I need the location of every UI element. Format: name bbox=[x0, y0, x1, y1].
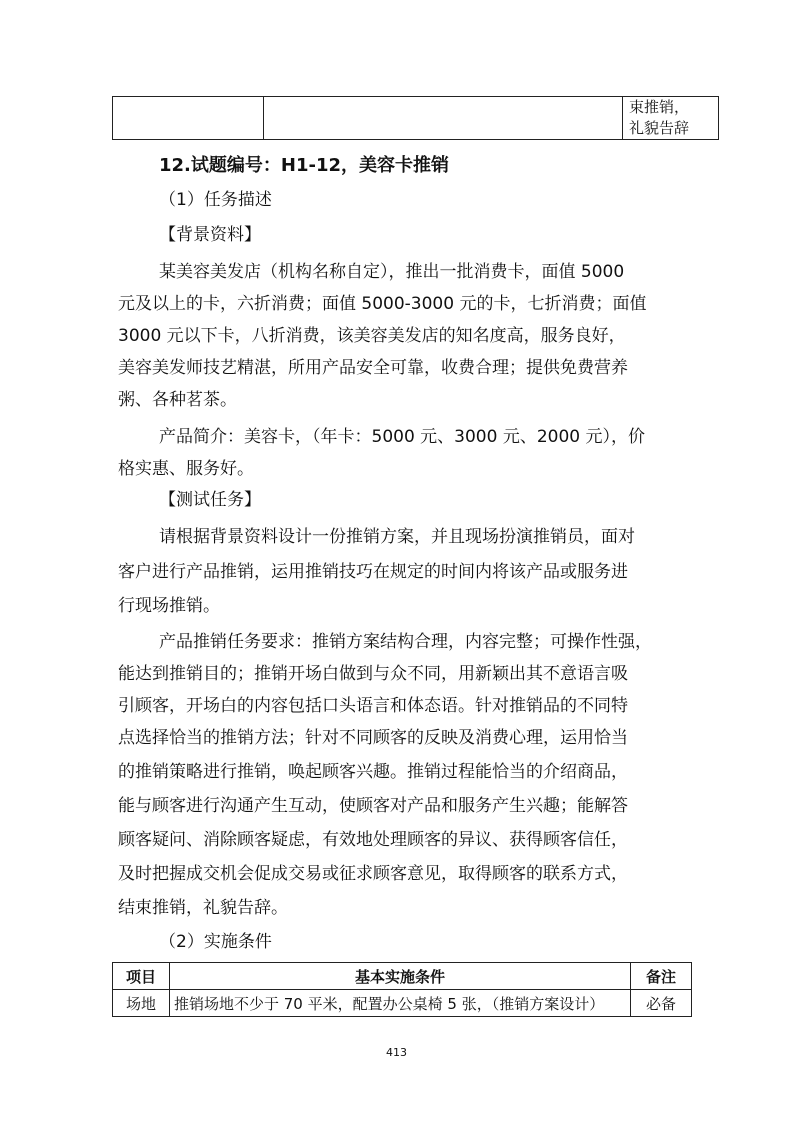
section-heading: 12.试题编号：H1-12，美容卡推销 bbox=[159, 155, 449, 176]
paragraph-line: 结束推销，礼貌告辞。 bbox=[118, 898, 288, 918]
table-cell: 必备 bbox=[631, 990, 692, 1017]
table-cell: 推销场地不少于 70 平米，配置办公桌椅 5 张，（推销方案设计） bbox=[170, 990, 631, 1017]
column-header-remarks: 备注 bbox=[631, 963, 692, 990]
paragraph-line: 能与顾客进行沟通产生互动，使顾客对产品和服务产生兴趣；能解答 bbox=[118, 796, 628, 816]
paragraph-line: 引顾客，开场白的内容包括口头语言和体态语。针对推销品的不同特 bbox=[118, 696, 628, 716]
conditions-table bbox=[112, 962, 692, 1017]
paragraph-line: 元及以上的卡，六折消费；面值 5000-3000 元的卡，七折消费；面值 bbox=[118, 294, 647, 314]
table-row bbox=[113, 97, 719, 140]
conditions-title: （2）实施条件 bbox=[159, 932, 272, 952]
remarks-cell bbox=[623, 97, 719, 140]
paragraph-line: 美容美发师技艺精湛，所用产品安全可靠，收费合理；提供免费营养 bbox=[118, 358, 628, 378]
column-header-conditions: 基本实施条件 bbox=[170, 963, 631, 990]
table-cell bbox=[264, 97, 623, 140]
paragraph-line: 3000 元以下卡，八折消费，该美容美发店的知名度高，服务良好， bbox=[118, 326, 626, 346]
paragraph-line: 产品推销任务要求：推销方案结构合理，内容完整；可操作性强， bbox=[159, 632, 652, 652]
continuation-table bbox=[112, 96, 719, 140]
task-description-title: （1）任务描述 bbox=[159, 190, 272, 210]
paragraph-line: 粥、各种茗茶。 bbox=[118, 390, 237, 410]
page-number: 413 bbox=[386, 1046, 407, 1059]
remarks-text: 束推销， bbox=[629, 98, 690, 116]
column-header-item: 项目 bbox=[113, 963, 170, 990]
table-row bbox=[113, 990, 692, 1017]
paragraph-line: 请根据背景资料设计一份推销方案，并且现场扮演推销员，面对 bbox=[159, 527, 635, 547]
background-title: 【背景资料】 bbox=[159, 225, 261, 245]
paragraph-line: 格实惠、服务好。 bbox=[118, 459, 254, 479]
paragraph-line: 行现场推销。 bbox=[118, 596, 220, 616]
paragraph-line: 产品简介：美容卡，（年卡：5000 元、3000 元、2000 元），价 bbox=[159, 427, 646, 447]
table-header-row bbox=[113, 963, 692, 990]
test-task-title: 【测试任务】 bbox=[159, 490, 261, 510]
table-cell bbox=[113, 97, 264, 140]
paragraph-line: 客户进行产品推销，运用推销技巧在规定的时间内将该产品或服务进 bbox=[118, 562, 628, 582]
table-cell: 场地 bbox=[113, 990, 170, 1017]
paragraph-line: 某美容美发店（机构名称自定），推出一批消费卡，面值 5000 bbox=[159, 262, 625, 282]
paragraph-line: 及时把握成交机会促成交易或征求顾客意见，取得顾客的联系方式， bbox=[118, 864, 628, 884]
paragraph-line: 顾客疑问、消除顾客疑虑，有效地处理顾客的异议、获得顾客信任， bbox=[118, 830, 628, 850]
paragraph-line: 的推销策略进行推销，唤起顾客兴趣。推销过程能恰当的介绍商品， bbox=[118, 762, 628, 782]
paragraph-line: 点选择恰当的推销方法；针对不同顾客的反映及消费心理，运用恰当 bbox=[118, 728, 628, 748]
paragraph-line: 能达到推销目的；推销开场白做到与众不同，用新颖出其不意语言吸 bbox=[118, 664, 628, 684]
remarks-text: 礼貌告辞 bbox=[629, 119, 690, 137]
